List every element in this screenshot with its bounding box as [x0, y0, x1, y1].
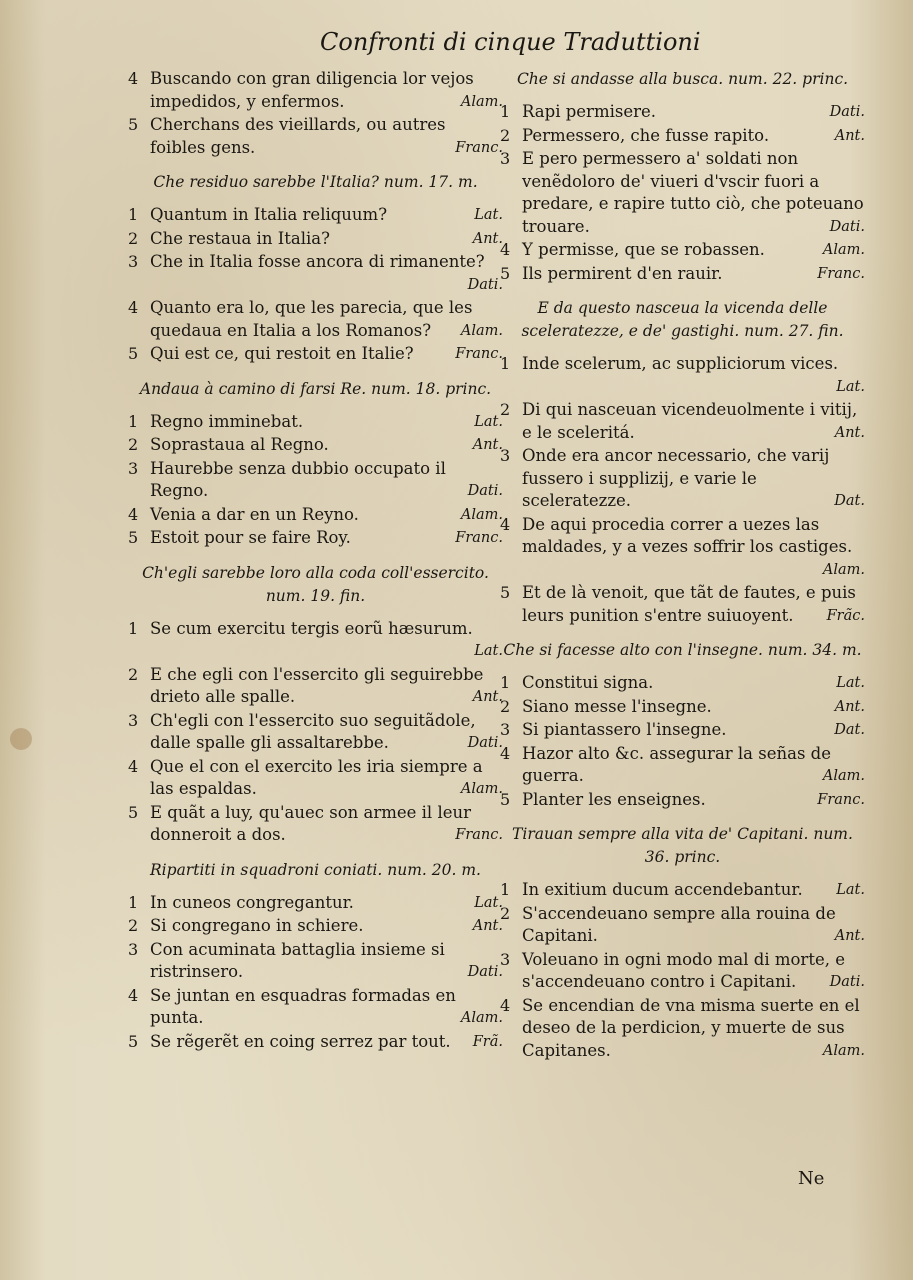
translation-entry — [500, 399, 865, 444]
entry-number: 1 — [500, 673, 511, 692]
section-heading: Ch'egli sarebbe loro alla coda coll'essercito. num. 19. fin. — [142, 563, 489, 605]
translation-entry — [128, 204, 503, 227]
translation-entry — [500, 239, 865, 262]
entry-number: 4 — [500, 743, 511, 763]
translation-entry — [500, 995, 865, 1063]
translation-entry — [500, 903, 865, 948]
translation-entry — [500, 719, 865, 742]
entry-number: 4 — [500, 240, 511, 259]
translator-tag: Lat. — [836, 882, 865, 898]
entry-number: 3 — [128, 939, 139, 959]
entry-text: Buscando con gran diligencia lor vejos impedidos, y enfermos. — [150, 69, 474, 111]
translator-tag: Ant. — [834, 698, 865, 715]
paper-stain — [10, 728, 32, 750]
entry-number: 4 — [128, 985, 139, 1005]
translator-tag: Alam. — [460, 781, 503, 797]
entry-text: S'accendeuano sempre alla rouina de Capitani. — [522, 903, 836, 945]
translation-entry — [500, 514, 865, 582]
entry-number: 5 — [128, 802, 139, 822]
translation-entry — [500, 125, 865, 148]
entry-text: Quantum in Italia reliquum? — [150, 205, 388, 224]
translator-tag: Lat. — [836, 378, 865, 395]
entry-text: Ch'egli con l'essercito suo seguitãdole, dalle spalle gli assaltarebbe. — [150, 710, 476, 752]
section-heading: Che residuo sarebbe l'Italia? num. 17. m. — [153, 173, 478, 191]
translator-tag: Alam. — [822, 242, 865, 258]
entry-number: 1 — [500, 354, 511, 373]
translation-entry — [500, 879, 865, 902]
translation-entry — [500, 949, 865, 994]
section-heading: Andaua à camino di farsi Re. num. 18. princ. — [139, 379, 492, 398]
translation-entry — [128, 251, 503, 296]
entry-number: 4 — [128, 298, 139, 317]
entry-text: In exitium ducum accendebantur. — [522, 880, 803, 899]
translation-entry — [500, 263, 865, 286]
entry-text: Se juntan en esquadras formadas en punta. — [150, 985, 456, 1027]
entry-text: Rapi permisere. — [522, 102, 656, 121]
entry-number: 2 — [500, 696, 511, 716]
translator-tag: Franc. — [817, 791, 865, 808]
translation-entry — [500, 353, 865, 398]
entry-number: 2 — [128, 916, 139, 935]
translation-entry — [128, 434, 503, 457]
translator-tag: Dati. — [467, 483, 503, 499]
translator-tag: Ant. — [834, 424, 865, 441]
translation-entry — [128, 1031, 503, 1054]
translator-tag: Alam. — [460, 506, 503, 523]
entry-text: Qui est ce, qui restoit en Italie? — [150, 344, 414, 363]
entry-text: Constitui signa. — [522, 673, 654, 692]
entry-number: 3 — [128, 252, 139, 271]
entry-text: Hazor alto &c. assegurar la señas de guerra. — [522, 743, 832, 785]
entry-number: 4 — [128, 69, 139, 88]
translator-tag: Dati. — [467, 964, 503, 980]
entry-number: 4 — [128, 756, 139, 776]
translation-entry — [128, 68, 503, 113]
translator-tag: Frãc. — [826, 607, 865, 624]
right-column — [500, 68, 865, 1063]
translation-entry — [128, 228, 503, 251]
translation-entry — [128, 618, 503, 663]
left-column — [128, 68, 503, 1054]
entry-number: 1 — [500, 880, 511, 899]
section-heading: E da questo nasceua la vicenda delle sceleratezze, e de' gastighi. num. 27. fin. — [521, 299, 844, 340]
translation-entry — [128, 343, 503, 366]
translation-entry — [500, 696, 865, 719]
translator-tag: Alam. — [822, 561, 865, 578]
entry-text: Con acuminata battaglia insieme si ristrinsero. — [150, 939, 445, 981]
entry-text: Permessero, che fusse rapito. — [522, 125, 770, 145]
entry-number: 2 — [500, 400, 511, 419]
translation-entry — [128, 802, 503, 847]
entry-text: In cuneos congregantur. — [150, 892, 354, 912]
entry-number: 5 — [128, 1031, 139, 1051]
entry-text: Inde scelerum, ac suppliciorum vices. — [522, 354, 839, 373]
translation-entry — [128, 756, 503, 801]
entry-text: Ils permirent d'en rauir. — [522, 263, 723, 283]
entry-text: Y permisse, que se robassen. — [522, 240, 765, 259]
entry-number: 1 — [128, 205, 139, 224]
entry-number: 5 — [500, 789, 511, 809]
translator-tag: Lat. — [474, 643, 503, 659]
translator-tag: Alam. — [460, 1010, 503, 1026]
translator-tag: Dati. — [829, 974, 865, 990]
entry-text: Che in Italia fosse ancora di rimanente? — [150, 252, 485, 271]
entry-number: 5 — [128, 115, 139, 134]
translation-entry — [128, 527, 503, 550]
translation-entry — [500, 789, 865, 812]
translator-tag: Franc. — [455, 530, 503, 546]
translation-entry — [128, 114, 503, 159]
entry-number: 3 — [128, 458, 139, 478]
entry-number: 2 — [128, 228, 139, 248]
entry-number: 1 — [128, 892, 139, 912]
translator-tag: Lat. — [836, 675, 865, 691]
translation-entry — [128, 664, 503, 709]
entry-text: Venia a dar en un Reyno. — [150, 504, 359, 524]
entry-text: Se encendian de vna misma suerte en el deseo de la perdicion, y muerte de sus Capitanes. — [522, 995, 860, 1060]
translator-tag: Ant. — [834, 928, 865, 944]
translation-entry — [128, 297, 503, 342]
entry-number: 4 — [500, 995, 511, 1015]
entry-number: 1 — [128, 411, 139, 431]
entry-number: 4 — [500, 514, 511, 534]
translator-tag: Ant. — [472, 689, 503, 705]
translator-tag: Ant. — [472, 918, 503, 934]
translator-tag: Dat. — [834, 493, 865, 509]
entry-text: Voleuano in ogni modo mal di morte, e s'accendeuano contro i Capitani. — [522, 949, 845, 991]
translator-tag: Franc. — [455, 346, 503, 362]
entry-text: Onde era ancor necessario, che varij fussero i supplizij, e varie le sceleratezze. — [522, 446, 830, 510]
translation-entry — [500, 101, 865, 124]
translator-tag: Dati. — [829, 218, 865, 235]
translation-entry — [128, 710, 503, 755]
section-heading: Ripartiti in squadroni coniati. num. 20. m. — [150, 860, 481, 879]
entry-text: Regno imminebat. — [150, 411, 304, 431]
translator-tag: Lat. — [474, 894, 503, 911]
entry-number: 3 — [500, 446, 511, 465]
translator-tag: Ant. — [472, 437, 503, 453]
entry-text: Se cum exercitu tergis eorũ hæsurum. — [150, 618, 473, 638]
entry-number: 3 — [128, 710, 139, 730]
entry-number: 2 — [500, 125, 511, 145]
entry-text: Si piantassero l'insegne. — [522, 720, 727, 739]
translation-entry — [128, 458, 503, 503]
entry-number: 1 — [128, 618, 139, 638]
entry-number: 5 — [500, 583, 511, 602]
entry-text: Planter les enseignes. — [522, 789, 706, 809]
translation-entry — [500, 743, 865, 788]
translation-entry — [128, 892, 503, 915]
translation-entry — [128, 939, 503, 984]
entry-text: Que el con el exercito les iria siempre a las espaldas. — [150, 756, 483, 798]
entry-number: 5 — [500, 263, 511, 283]
running-head: Confronti di cinque Traduttioni — [320, 28, 701, 56]
catchword: Ne — [798, 1168, 825, 1189]
translator-tag: Lat. — [474, 207, 503, 223]
entry-number: 5 — [128, 528, 139, 547]
entry-text: Cherchans des vieillards, ou autres foibles gens. — [150, 115, 446, 157]
entry-text: Soprastaua al Regno. — [150, 435, 329, 454]
translation-entry — [500, 582, 865, 627]
entry-text: De aqui procedia correr a uezes las maldades, y a vezes soffrir los castiges. — [522, 514, 853, 556]
translation-entry — [128, 504, 503, 527]
entry-number: 5 — [128, 344, 139, 363]
entry-number: 3 — [500, 149, 511, 168]
translator-tag: Alam. — [822, 1042, 865, 1059]
translator-tag: Dat. — [834, 722, 865, 738]
translator-tag: Ant. — [472, 230, 503, 247]
entry-text: Si congregano in schiere. — [150, 916, 364, 935]
translator-tag: Alam. — [460, 322, 503, 339]
entry-text: E quãt a luy, qu'auec son armee il leur donneroit a dos. — [150, 802, 472, 844]
translation-entry — [500, 148, 865, 238]
entry-number: 2 — [128, 664, 139, 684]
translation-entry — [128, 985, 503, 1030]
translator-tag: Franc. — [455, 827, 503, 843]
translator-tag: Alam. — [460, 93, 503, 110]
entry-text: Quanto era lo, que les parecia, que les quedaua en Italia a los Romanos? — [150, 298, 473, 340]
translator-tag: Lat. — [474, 413, 503, 430]
section-heading: Tirauan sempre alla vita de' Capitani. num. 36. princ. — [512, 825, 853, 866]
translation-entry — [128, 915, 503, 938]
entry-number: 2 — [500, 903, 511, 923]
translator-tag: Ant. — [834, 127, 865, 144]
entry-text: Et de là venoit, que tãt de fautes, e puis leurs punition s'entre suiuoyent. — [522, 583, 856, 625]
entry-text: Siano messe l'insegne. — [522, 696, 712, 716]
entry-number: 1 — [500, 102, 511, 121]
entry-number: 2 — [128, 435, 139, 454]
entry-number: 3 — [500, 720, 511, 739]
translator-tag: Franc. — [817, 265, 865, 282]
translator-tag: Dati. — [467, 276, 503, 293]
translator-tag: Dati. — [829, 104, 865, 120]
translator-tag: Franc. — [455, 139, 503, 156]
entry-text: Haurebbe senza dubbio occupato il Regno. — [150, 458, 446, 500]
entry-text: Se rẽgerẽt en coing serrez par tout. — [150, 1031, 451, 1051]
translator-tag: Alam. — [822, 768, 865, 784]
translation-entry — [500, 672, 865, 695]
entry-text: E che egli con l'essercito gli seguirebbe drieto alle spalle. — [150, 664, 484, 706]
section-heading: Che si facesse alto con l'insegne. num. 34. m. — [503, 641, 862, 659]
entry-number: 4 — [128, 504, 139, 524]
entry-number: 3 — [500, 949, 511, 969]
translation-entry — [500, 445, 865, 513]
entry-text: Che restaua in Italia? — [150, 228, 330, 248]
section-heading: Che si andasse alla busca. num. 22. princ. — [516, 70, 849, 88]
translator-tag: Frã. — [472, 1033, 503, 1050]
entry-text: Di qui nasceuan vicendeuolmente i vitij, e le sceleritá. — [522, 400, 858, 442]
translator-tag: Dati. — [467, 735, 503, 751]
entry-text: E pero permessero a' soldati non venẽdoloro de' viueri d'vscir fuori a predare, e rapire tutto ciò, che poteuano trouare. — [522, 149, 864, 236]
translation-entry — [128, 411, 503, 434]
entry-text: Estoit pour se faire Roy. — [150, 528, 351, 547]
